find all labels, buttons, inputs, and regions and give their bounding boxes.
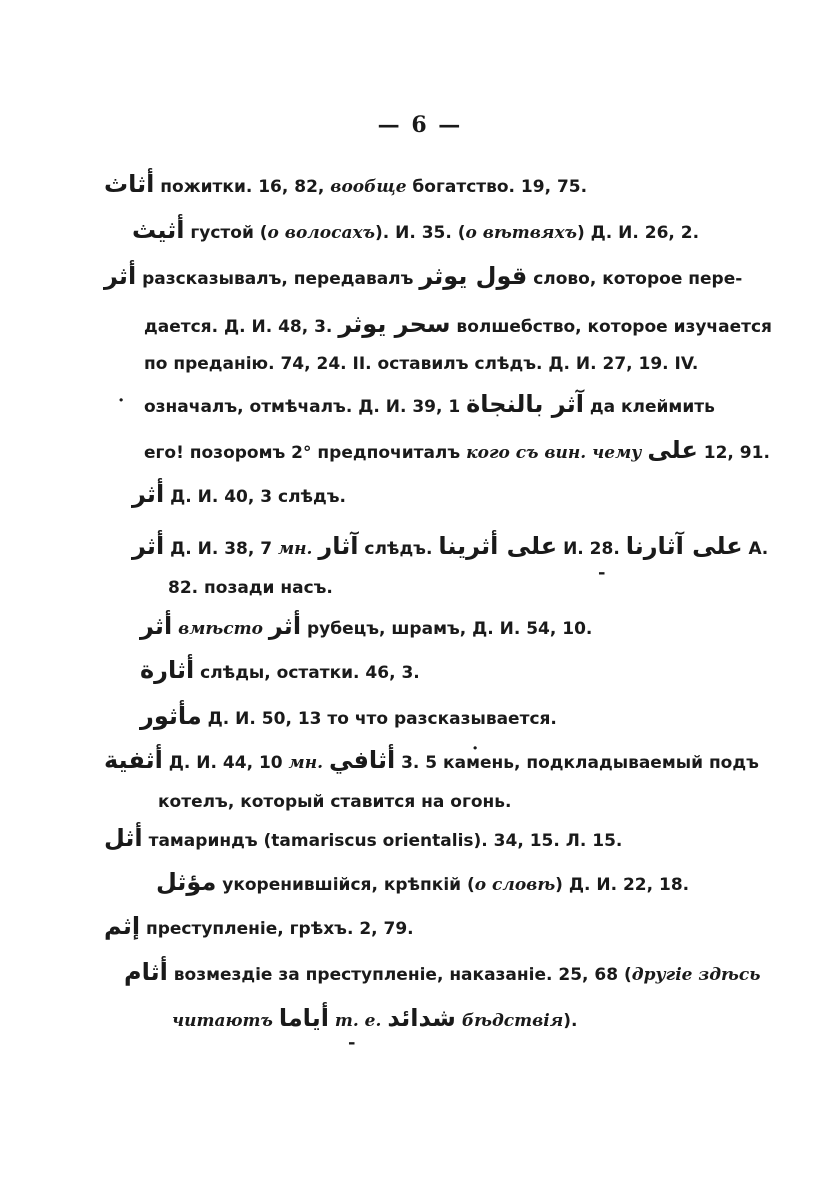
entry-text: Д. И. 38, 7	[164, 539, 278, 559]
entry-italic: другіе здѣсь	[631, 965, 761, 985]
entry-text: слово, которое пере-	[527, 269, 743, 289]
stray-dot: ·	[118, 390, 125, 411]
entry-line	[104, 914, 414, 941]
entry-line	[132, 534, 768, 561]
entry-line	[144, 352, 698, 376]
arabic-headword: أثر	[132, 532, 165, 560]
entry-line	[132, 218, 699, 245]
entry-text: волшебство, которое изучается	[450, 317, 772, 337]
arabic-word: آثار	[318, 532, 359, 560]
entry-text: его! позоромъ 2° предпочиталъ	[144, 443, 467, 463]
arabic-word: أياما	[278, 1004, 329, 1032]
arabic-headword: مأثور	[140, 702, 202, 730]
entry-text: богатство. 19, 75.	[406, 177, 588, 197]
arabic-phrase: على أثرينا	[438, 532, 558, 560]
entry-text: преступленіе, грѣхъ. 2, 79.	[140, 919, 414, 939]
entry-text: И. 28.	[557, 539, 626, 559]
entry-line	[140, 704, 557, 731]
entry-text: Д. И. 50, 13 то что разсказывается.	[201, 709, 557, 729]
page-number: — 6 —	[377, 112, 463, 138]
entry-text: ) Д. И. 22, 18.	[555, 875, 690, 895]
entry-text: Д. И. 40, 3 слѣдъ.	[164, 487, 346, 507]
entry-line	[132, 482, 346, 509]
entry-text: 82. позади насъ.	[168, 578, 333, 598]
arabic-word: شدائد	[387, 1004, 456, 1032]
entry-line	[144, 438, 770, 465]
entry-line	[144, 392, 715, 419]
entry-line	[140, 658, 420, 685]
entry-text: слѣды, остатки. 46, 3.	[194, 663, 420, 683]
entry-italic: о волосахъ	[267, 223, 375, 243]
entry-text: 3. 5 камень, подкладываемый подъ	[395, 753, 759, 773]
entry-line	[168, 576, 333, 600]
arabic-phrase: آثر بالنجاة	[466, 390, 584, 418]
entry-line	[124, 960, 760, 987]
entry-italic: вообще	[330, 177, 407, 197]
entry-italic: кого съ вин. чему	[466, 443, 642, 463]
entry-text: разсказывалъ, передавалъ	[136, 269, 420, 289]
entry-text: по преданію. 74, 24. II. оставилъ слѣдъ. Д. И. 27, 19. IV.	[144, 354, 699, 374]
entry-line	[104, 748, 759, 775]
stray-mark: ·	[472, 738, 479, 759]
stray-mark: -	[598, 562, 606, 583]
entry-text: Д. И. 44, 10	[162, 753, 289, 773]
arabic-phrase: قول يوثر	[419, 262, 528, 290]
entry-text: пожитки. 16, 82,	[154, 177, 331, 197]
entry-line	[144, 312, 772, 339]
entry-line	[156, 870, 689, 897]
entry-italic: т. е.	[334, 1011, 382, 1031]
arabic-headword: أثر	[132, 480, 165, 508]
arabic-headword: مؤثل	[156, 868, 217, 896]
entry-text: котелъ, который ставится на огонь.	[158, 792, 512, 812]
entry-line	[158, 790, 512, 814]
arabic-headword: أثارة	[140, 656, 195, 684]
stray-mark: -	[348, 1032, 356, 1053]
entry-text: означалъ, отмѣчалъ. Д. И. 39, 1	[144, 397, 467, 417]
arabic-phrase: سحر يوثر	[338, 310, 451, 338]
entry-text: укоренившійся, крѣпкій (	[216, 875, 475, 895]
arabic-headword: أثيث	[132, 216, 185, 244]
arabic-phrase: على آثارنا	[625, 532, 743, 560]
entry-text: ) Д. И. 26, 2.	[576, 223, 700, 243]
entry-line	[104, 172, 587, 199]
entry-text: 12, 91.	[697, 443, 770, 463]
entry-italic: о словѣ	[474, 875, 556, 895]
entry-line	[104, 826, 622, 853]
entry-italic: вмѣсто	[178, 619, 263, 639]
entry-text: да клеймить	[583, 397, 715, 417]
arabic-word: أثر	[268, 612, 302, 640]
entry-text: А.	[742, 539, 769, 559]
entry-text: ).	[563, 1011, 578, 1031]
entry-text: дается. Д. И. 48, 3.	[144, 317, 339, 337]
arabic-headword: أثل	[104, 824, 143, 852]
entry-line	[140, 614, 592, 641]
arabic-headword: أثام	[124, 958, 168, 986]
arabic-headword: إثم	[104, 912, 141, 940]
arabic-word: على	[647, 436, 698, 464]
entry-italic: о вѣтвяхъ	[465, 223, 577, 243]
entry-italic: мн.	[278, 539, 313, 559]
arabic-headword: أثاث	[104, 170, 155, 198]
entry-text: тамариндъ (tamariscus orientalis). 34, 15. Л. 15.	[142, 831, 623, 851]
entry-line	[172, 1006, 578, 1033]
entry-italic: мн.	[288, 753, 324, 773]
entry-text: ). И. 35. (	[374, 223, 466, 243]
entry-text: слѣдъ.	[358, 539, 439, 559]
entry-text: возмездіе за преступленіе, наказаніе. 25, 68 (	[167, 965, 632, 985]
entry-line	[104, 264, 742, 291]
arabic-headword: أثر	[104, 262, 137, 290]
arabic-word: أثافي	[328, 746, 396, 774]
entry-italic: бѣдствія	[461, 1011, 564, 1031]
arabic-headword: أثر	[140, 612, 173, 640]
entry-italic: читаютъ	[172, 1011, 273, 1031]
entry-text: рубецъ, шрамъ, Д. И. 54, 10.	[301, 619, 593, 639]
arabic-headword: أثفية	[104, 746, 163, 774]
entry-text: густой (	[184, 223, 268, 243]
